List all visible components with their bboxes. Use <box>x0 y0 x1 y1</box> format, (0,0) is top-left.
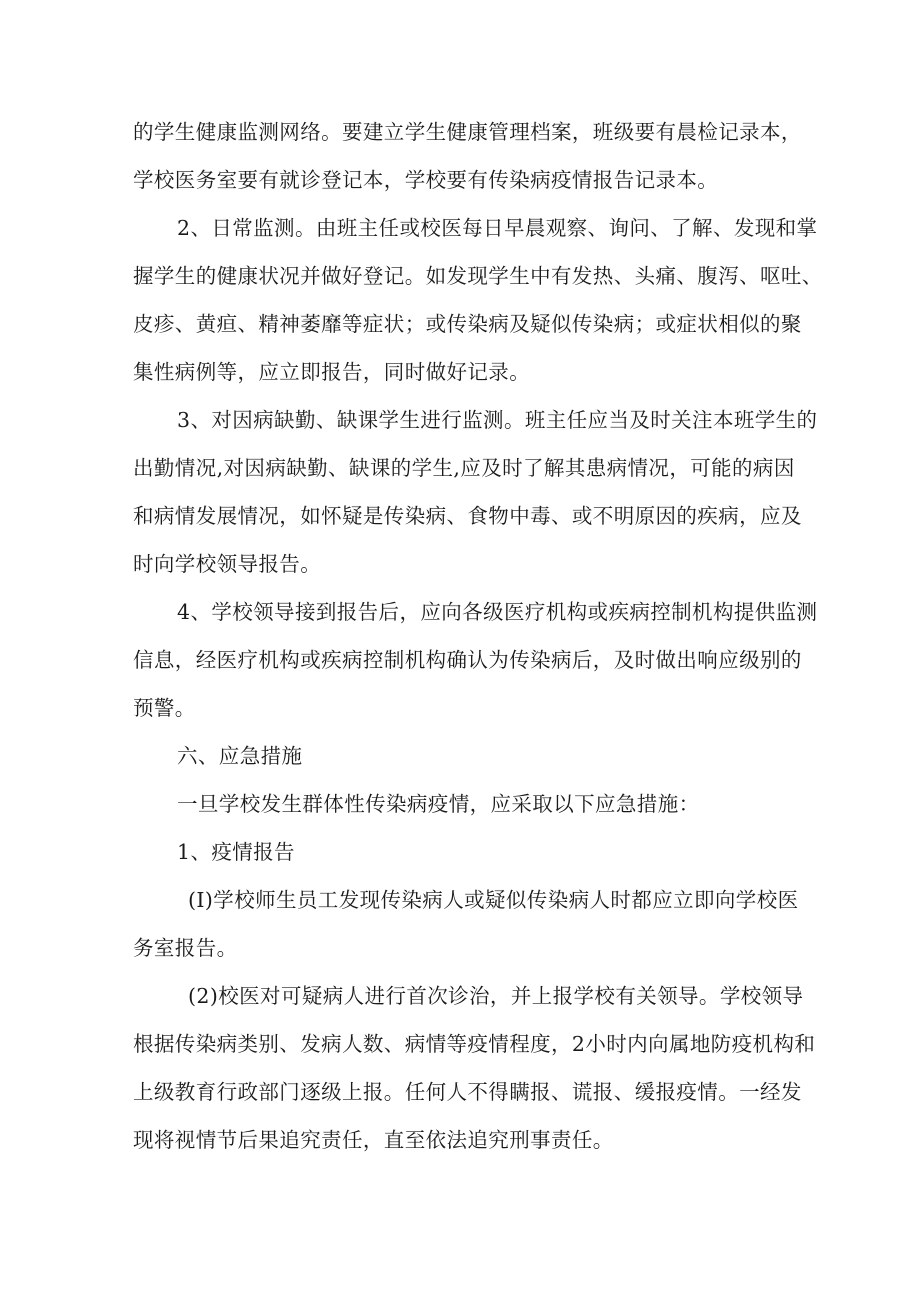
text-line: 3、对因病缺勤、缺课学生进行监测。班主任应当及时关注本班学生的 <box>177 408 818 432</box>
text-line: 预警。 <box>133 696 196 720</box>
text-line: 根据传染病类别、发病人数、病情等疫情程度，2小时内向属地防疫机构和 <box>133 1032 816 1056</box>
text-line: 学校医务室要有就诊登记本，学校要有传染病疫情报告记录本。 <box>133 168 719 192</box>
text-line: 信息，经医疗机构或疾病控制机构确认为传染病后，及时做出响应级别的 <box>133 648 802 672</box>
section-heading: 六、应急措施 <box>177 744 303 768</box>
text-line: 上级教育行政部门逐级上报。任何人不得瞒报、谎报、缓报疫情。一经发 <box>133 1080 802 1104</box>
text-line: 出勤情况,对因病缺勤、缺课的学生,应及时了解其患病情况，可能的病因 <box>133 456 795 480</box>
text-line: 一旦学校发生群体性传染病疫情，应采取以下应急措施： <box>177 792 700 816</box>
text-line: 2、日常监测。由班主任或校医每日早晨观察、询问、了解、发现和掌 <box>177 216 818 240</box>
text-line: 4、学校领导接到报告后，应向各级医疗机构或疾病控制机构提供监测 <box>177 600 818 624</box>
text-line: 时向学校领导报告。 <box>133 552 322 576</box>
text-line: (I)学校师生员工发现传染病人或疑似传染病人时都应立即向学校医 <box>188 888 799 912</box>
text-line: 务室报告。 <box>133 936 238 960</box>
text-line: 皮疹、黄疸、精神萎靡等症状；或传染病及疑似传染病；或症状相似的聚 <box>133 312 802 336</box>
text-line: 现将视情节后果追究责任，直至依法追究刑事责任。 <box>133 1128 614 1152</box>
text-line: 集性病例等，应立即报告，同时做好记录。 <box>133 360 531 384</box>
subsection-heading: 1、疫情报告 <box>177 840 295 864</box>
text-line: 的学生健康监测网络。要建立学生健康管理档案，班级要有晨检记录本， <box>133 120 802 144</box>
text-line: (2)校医对可疑病人进行首次诊治，并上报学校有关领导。学校领导 <box>188 984 804 1008</box>
text-line: 和病情发展情况，如怀疑是传染病、食物中毒、或不明原因的疾病，应及 <box>133 504 802 528</box>
text-line: 握学生的健康状况并做好登记。如发现学生中有发热、头痛、腹泻、呕吐、 <box>133 264 823 288</box>
